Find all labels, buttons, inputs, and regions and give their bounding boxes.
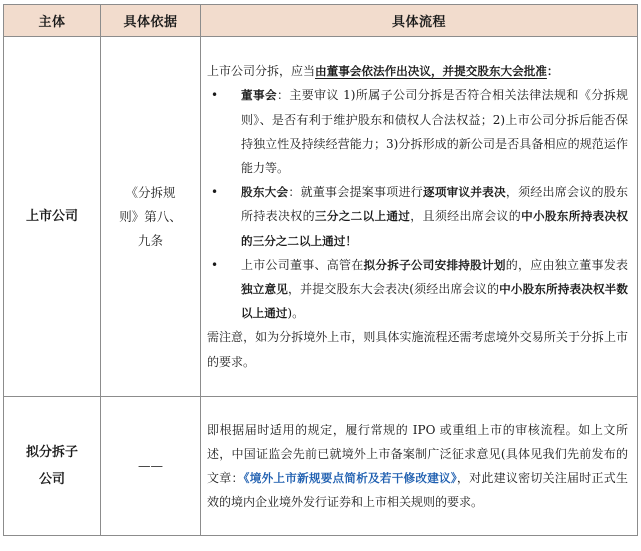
bullet-icon: • — [211, 88, 219, 103]
intro-paragraph — [207, 59, 628, 83]
basis-line: 《分拆规 — [125, 184, 176, 200]
bullet-executives — [207, 253, 628, 326]
intro-emphasis: 由董事会依法作出决议，并提交股东大会批准 — [315, 64, 547, 79]
process-table — [3, 4, 638, 536]
executives-emphasis: 独立意见 — [241, 282, 288, 296]
board-text: ：主要审议 1)所属子公司分拆是否符合相关法律法规和《分拆规则》、是否有利于维护股东和债权人合法权益；2)上市公司分拆后能否保持独立性及持续经营能力；3)分拆形成的新公司是否具备相应的规范运作能力等。 — [241, 88, 628, 175]
basis-line: 九条 — [137, 232, 163, 248]
row2-basis: —— — [101, 397, 201, 536]
executives-text: )。 — [287, 306, 305, 321]
basis-line: 则》第八、 — [119, 208, 182, 224]
shareholders-text: ，须经出席会议的股东所持表决权的 — [241, 185, 628, 224]
article-link[interactable]: 《境外上市新规要点简析及若干修改建议》 — [243, 471, 457, 485]
row1-process — [201, 37, 638, 397]
row1-basis — [101, 37, 201, 397]
row2-text: 即根据届时适用的规定，履行常规的 IPO 或重组上市的审核流程。如上文所述，中国证监会先前已就境外上市备案制广泛征求意见(具体见我们先前发布的文章： — [207, 422, 628, 485]
bullet-shareholders — [207, 180, 628, 253]
header-subject: 主体 — [4, 5, 101, 37]
row2-process — [201, 397, 638, 536]
shareholders-text: ：就董事会提案事项进行 — [288, 185, 423, 200]
table-row — [4, 37, 638, 397]
bullet-board — [207, 83, 628, 180]
header-process: 具体流程 — [201, 5, 638, 37]
note-paragraph: 需注意，如为分拆境外上市，则具体实施流程还需考虑境外交易所关于分拆上市的要求。 — [207, 330, 628, 369]
board-label: 董事会 — [241, 88, 277, 103]
intro-text: 上市公司分拆，应当 — [207, 64, 316, 79]
intro-colon: ： — [546, 64, 559, 79]
subject-line: 公司 — [38, 472, 65, 487]
executives-emphasis: 拟分拆子公司安排持股计划 — [363, 257, 506, 272]
executives-text: ，并提交股东大会表决(须经出席会议的 — [287, 282, 500, 296]
row2-subject — [4, 397, 101, 536]
shareholders-text: ，且须经出席会议的 — [410, 209, 522, 224]
row2-text: ，对此建议密切关注届时正式生效的境内企业境外发行证券和上市相关规则的要求。 — [207, 471, 628, 510]
shareholders-emphasis: 中小股东所持表决权的三分之二以上通过！ — [241, 209, 628, 248]
shareholders-label: 股东大会 — [241, 185, 289, 200]
bullet-icon: • — [211, 185, 219, 200]
bullet-icon: • — [211, 257, 219, 272]
executives-emphasis: 中小股东所持表决权半数以上通过 — [241, 282, 628, 321]
executives-text: 上市公司董事、高管在 — [241, 257, 364, 272]
shareholders-emphasis: 逐项审议并表决 — [422, 185, 506, 200]
subject-line: 拟分拆子 — [25, 445, 78, 460]
executives-text: 的，应由独立董事发表 — [505, 257, 628, 272]
row2-paragraph — [207, 418, 628, 515]
shareholders-emphasis: 三分之二以上通过 — [314, 209, 411, 224]
header-row — [4, 5, 638, 37]
header-basis: 具体依据 — [101, 5, 201, 37]
row1-subject: 上市公司 — [4, 37, 101, 397]
table-row — [4, 397, 638, 536]
